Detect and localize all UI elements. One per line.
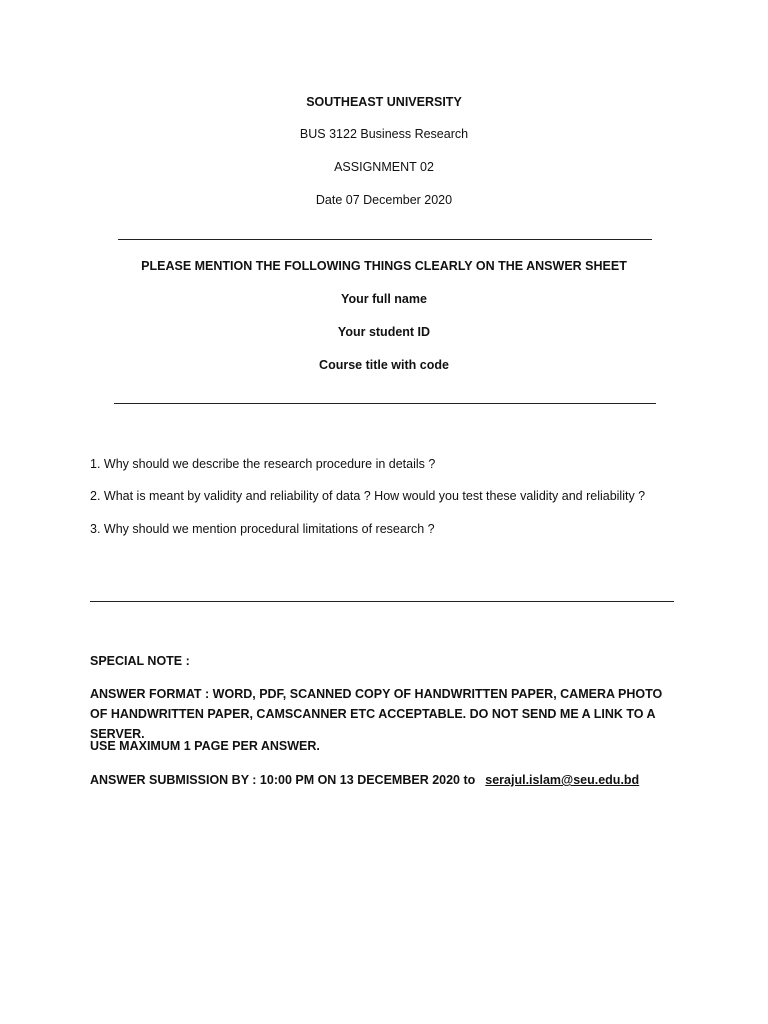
divider-1 [118,239,652,240]
answer-format-note: ANSWER FORMAT : WORD, PDF, SCANNED COPY OF HANDWRITTEN PAPER, CAMERA PHOTO OF HANDWRITTEN PAPER, CAMSCANNER ETC ACCEPTABLE. DO NOT SEND ME A LINK TO A SERVER. [90,687,663,741]
course-title: BUS 3122 Business Research [299,127,469,141]
submission-note [90,772,639,788]
question-3: 3. Why should we mention procedural limitations of research ? [90,522,435,536]
submission-label: ANSWER SUBMISSION BY : 10:00 PM ON 13 DECEMBER 2020 to [90,773,476,787]
university-name: SOUTHEAST UNIVERSITY [306,95,462,109]
page-limit-note: USE MAXIMUM 1 PAGE PER ANSWER. [90,739,320,753]
assignment-date: Date 07 December 2020 [315,193,453,207]
question-1: 1. Why should we describe the research procedure in details ? [90,457,436,471]
instruction-course-title: Course title with code [319,358,449,372]
email-link[interactable]: serajul.islam@seu.edu.bd [485,773,640,787]
instruction-student-id: Your student ID [337,325,431,339]
instructions-heading: PLEASE MENTION THE FOLLOWING THINGS CLEARLY ON THE ANSWER SHEET [141,259,627,273]
question-2: 2. What is meant by validity and reliability of data ? How would you test these validity and reliability ? [90,489,646,503]
assignment-number: ASSIGNMENT 02 [334,160,434,174]
divider-3 [90,601,674,602]
divider-2 [114,403,656,404]
special-note-title: SPECIAL NOTE : [90,654,190,668]
instruction-full-name: Your full name [341,292,427,306]
